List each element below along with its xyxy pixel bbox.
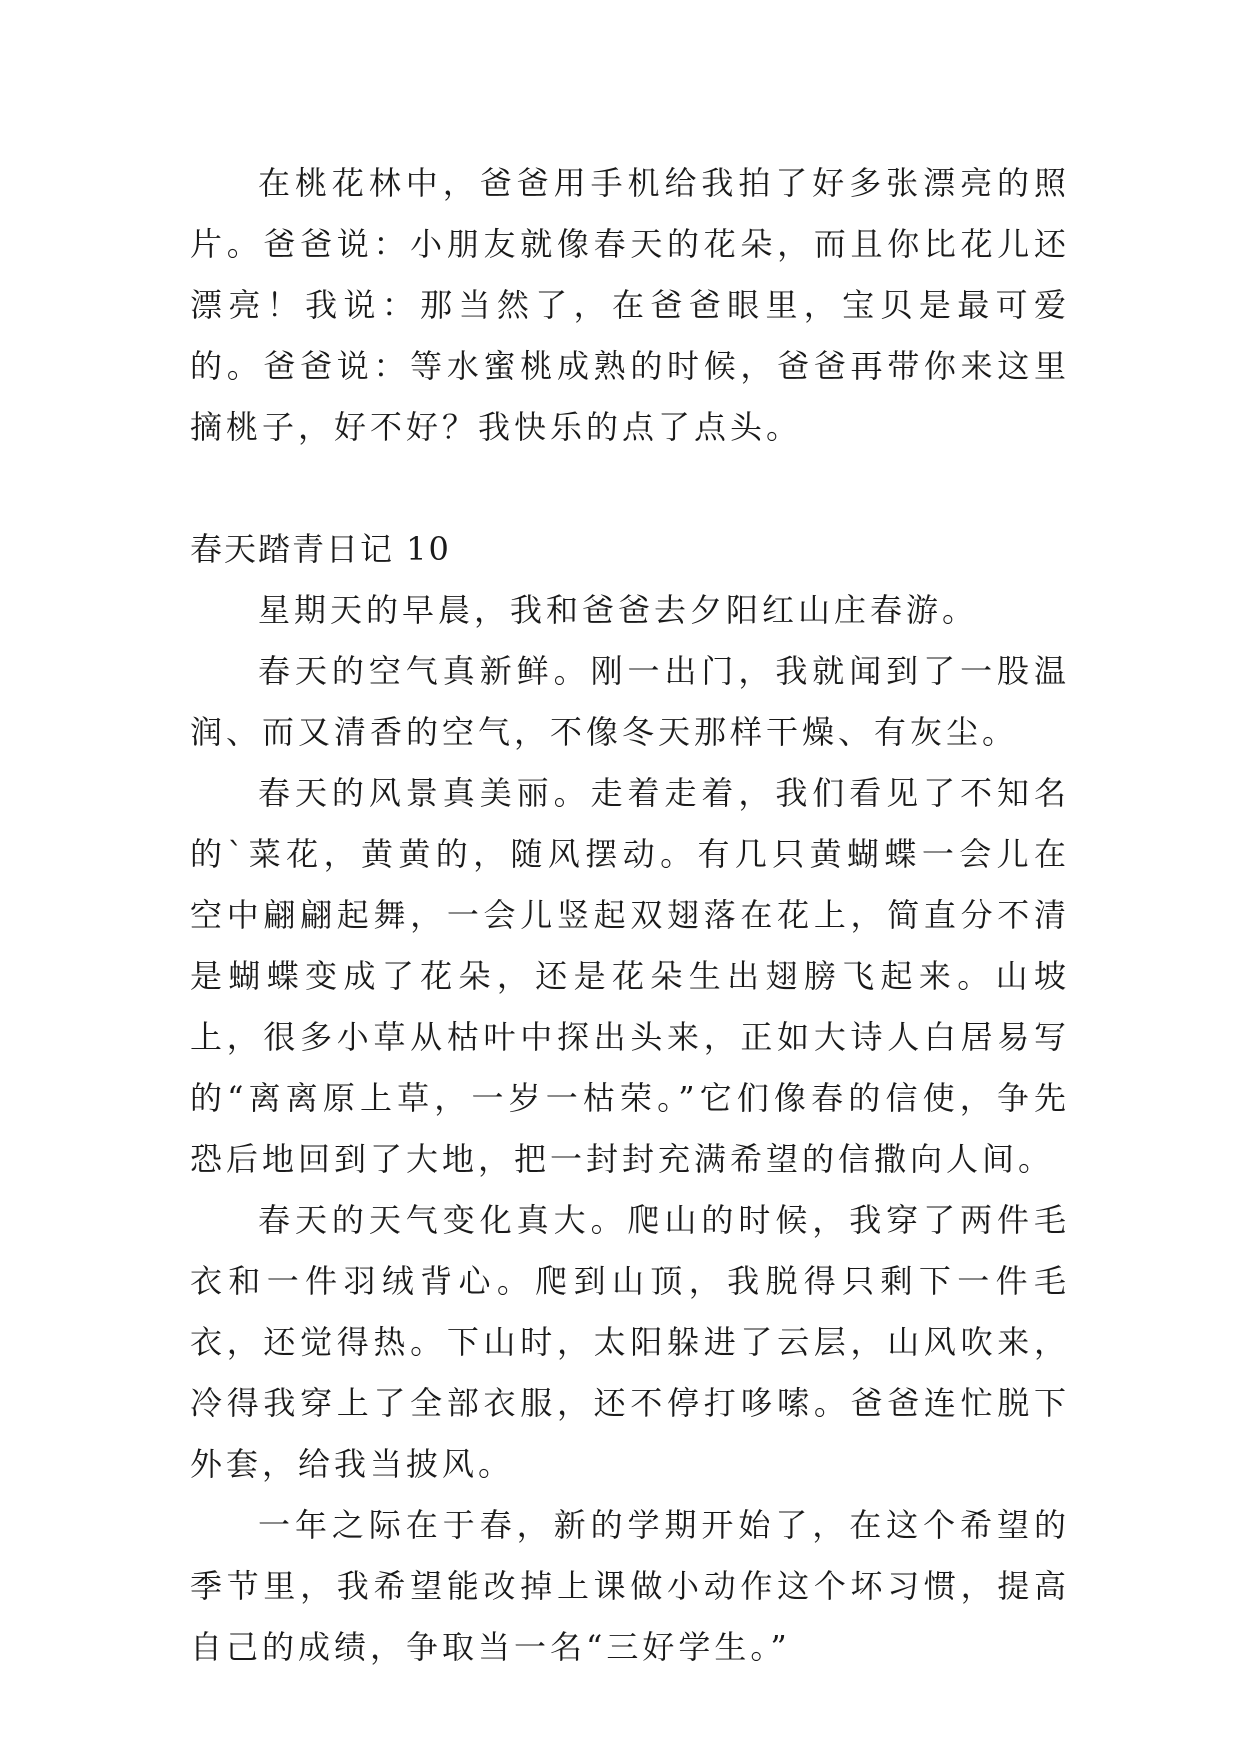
paragraph-gap: [190, 458, 1070, 519]
section-title: 春天踏青日记 10: [190, 530, 451, 568]
paragraph-4: 春天的天气变化真大。爬山的时候，我穿了两件毛衣和一件羽绒背心。爬到山顶，我脱得只剩下一件毛衣，还觉得热。下山时，太阳躲进了云层，山风吹来，冷得我穿上了全部衣服，还不停打哆嗦。爸爸连忙脱下外套，给我当披风。: [190, 1201, 1070, 1483]
paragraph-3: 春天的风景真美丽。走着走着，我们看见了不知名的`菜花，黄黄的，随风摆动。有几只黄蝴蝶一会儿在空中翩翩起舞，一会儿竖起双翅落在花上，简直分不清是蝴蝶变成了花朵，还是花朵生出翅膀飞起来。山坡上，很多小草从枯叶中探出头来，正如大诗人白居易写的“离离原上草，一岁一枯荣。”它们像春的信使，争先恐后地回到了大地，把一封封充满希望的信撒向人间。: [190, 774, 1070, 1178]
paragraph-5: 一年之际在于春，新的学期开始了，在这个希望的季节里，我希望能改掉上课做小动作这个坏习惯，提高自己的成绩，争取当一名“三好学生。”: [190, 1506, 1070, 1666]
paragraph-intro: 在桃花林中，爸爸用手机给我拍了好多张漂亮的照片。爸爸说：小朋友就像春天的花朵，而且你比花儿还漂亮！我说：那当然了，在爸爸眼里，宝贝是最可爱的。爸爸说：等水蜜桃成熟的时候，爸爸再带你来这里摘桃子，好不好？我快乐的点了点头。: [190, 164, 1070, 446]
paragraph-1: 星期天的早晨，我和爸爸去夕阳红山庄春游。: [258, 591, 979, 629]
paragraph-2: 春天的空气真新鲜。刚一出门，我就闻到了一股温润、而又清香的空气，不像冬天那样干燥、有灰尘。: [190, 652, 1070, 751]
document-body: [190, 153, 1070, 1678]
